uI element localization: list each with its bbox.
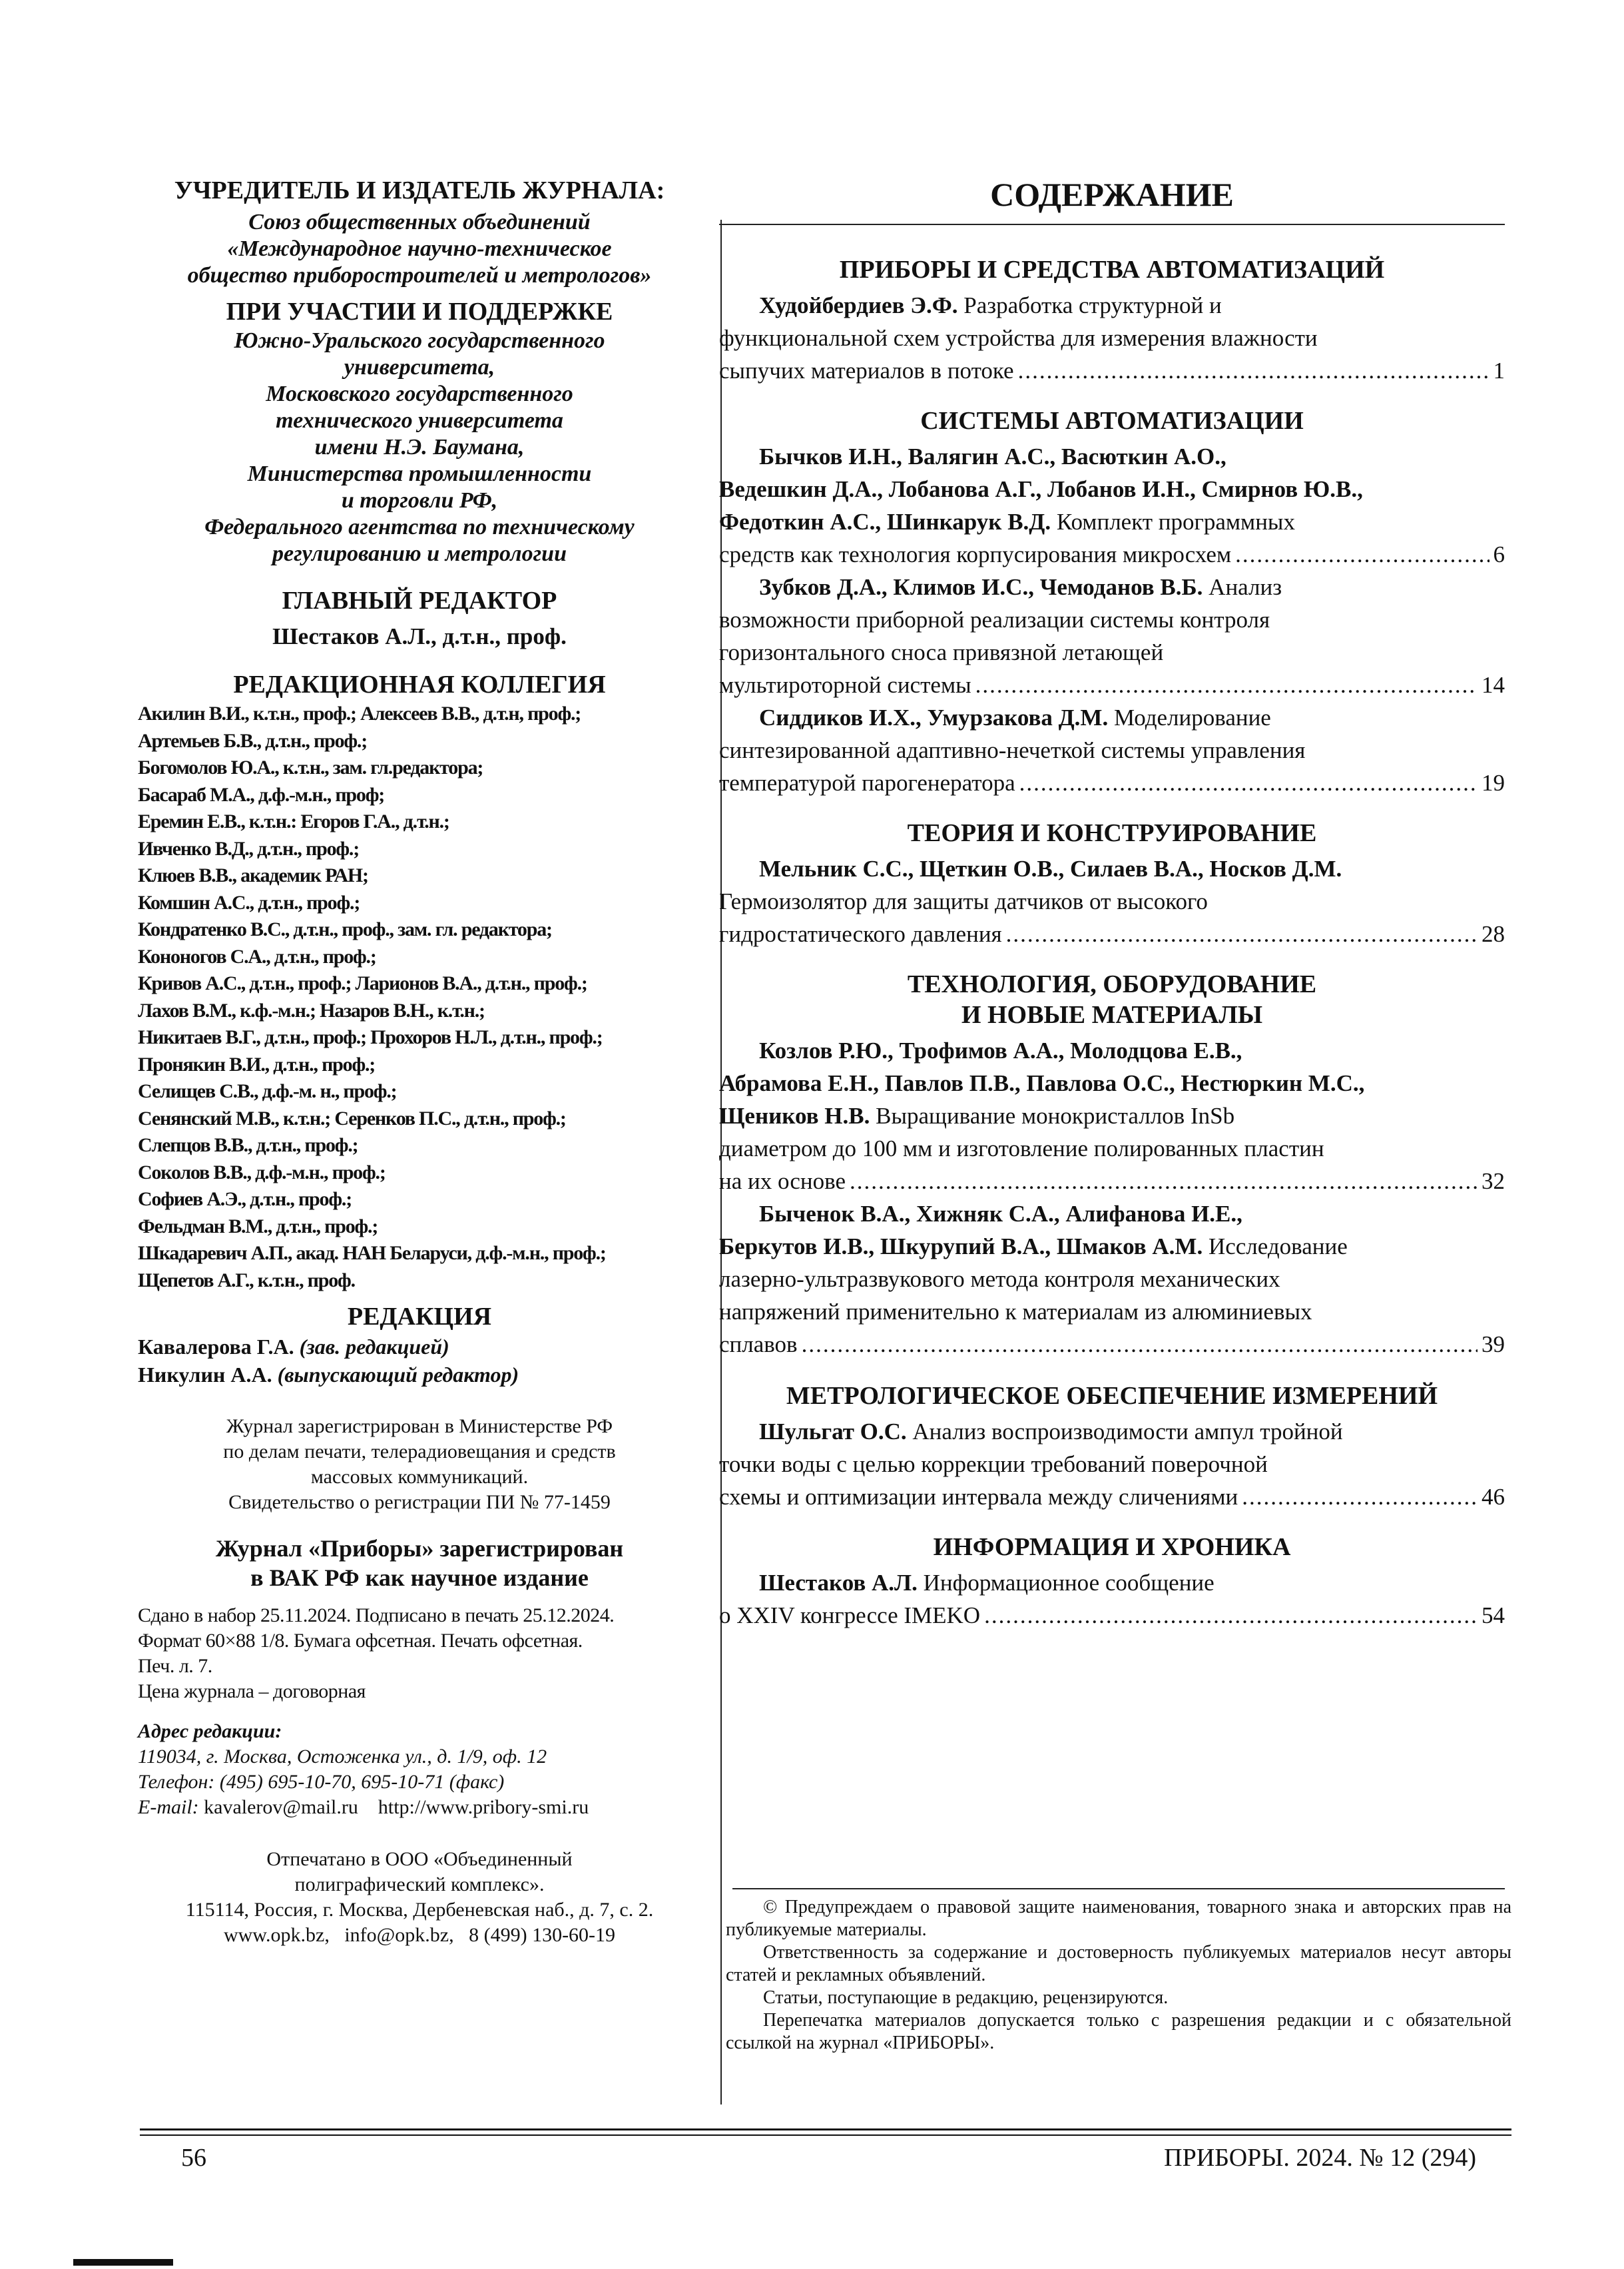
toc-title: СОДЕРЖАНИЕ <box>990 176 1234 213</box>
toc-leader-dots <box>1006 918 1478 950</box>
toc-page-number: 46 <box>1482 1484 1505 1510</box>
toc-authors: Зубков Д.А., Климов И.С., Чемоданов В.Б. <box>759 574 1203 600</box>
toc-section-heading: ТЕОРИЯ И КОНСТРУИРОВАНИЕ <box>907 819 1317 847</box>
toc-section <box>719 1532 1505 1632</box>
toc-entry[interactable] <box>719 1197 1505 1361</box>
registration-line: Журнал зарегистрирован в Министерстве РФ <box>226 1415 613 1437</box>
support-line: и торговли РФ, <box>341 488 498 513</box>
board-member: Еремин Е.В., к.т.н.: Егоров Г.А., д.т.н.; <box>138 810 449 832</box>
redaktsiya-heading: РЕДАКЦИЯ <box>347 1303 492 1331</box>
vak-line: в ВАК РФ как научное издание <box>250 1564 589 1591</box>
toc-section-heading: МЕТРОЛОГИЧЕСКОЕ ОБЕСПЕЧЕНИЕ ИЗМЕРЕНИЙ <box>786 1382 1438 1410</box>
toc-leader-dots <box>1019 767 1478 799</box>
toc-article-title: средств как технология корпусирования микросхем <box>719 541 1232 567</box>
board-member: Фельдман В.М., д.т.н., проф.; <box>138 1215 378 1237</box>
board-member: Слепцов В.В., д.т.н., проф.; <box>138 1134 358 1156</box>
toc-leader-dots <box>1242 1480 1478 1513</box>
board-member: Шкадаревич А.П., акад. НАН Беларуси, д.ф.-м.н., проф.; <box>138 1242 606 1264</box>
chief-editor-heading: ГЛАВНЫЙ РЕДАКТОР <box>282 587 557 615</box>
toc-article-title: сыпучих материалов в потоке <box>719 358 1014 384</box>
toc-authors: Беркутов И.В., Шкурупий В.А., Шмаков А.М. <box>719 1233 1203 1259</box>
support-line: Южно-Уральского государственного <box>234 328 605 353</box>
notice-paragraph: Ответственность за содержание и достоверность публикуемых материалов несут авторы статей и рекламных объявлений. <box>726 1942 1511 1985</box>
printer-line: полиграфический комплекс». <box>294 1873 545 1895</box>
toc-page-number: 28 <box>1482 921 1505 947</box>
board-member: Лахов В.М., к.ф.-м.н.; Назаров В.Н., к.т.н.; <box>138 999 485 1022</box>
toc-page-number: 6 <box>1493 541 1505 567</box>
toc-article-title: схемы и оптимизации интервала между сличениями <box>719 1484 1238 1510</box>
toc-section <box>719 969 1505 1361</box>
board-member: Кондратенко В.С., д.т.н., проф., зам. гл. редактора; <box>138 918 552 940</box>
printer-info <box>130 1847 709 1948</box>
toc-article-title: Анализ <box>1203 574 1282 600</box>
toc-page-number: 14 <box>1482 672 1505 698</box>
board-member: Ивченко В.Д., д.т.н., проф.; <box>138 837 360 860</box>
toc-article-title: температурой парогенератора <box>719 770 1015 796</box>
toc-authors: Шульгат О.С. <box>759 1419 907 1445</box>
footer-rule <box>140 2128 1511 2130</box>
toc-page-number: 1 <box>1493 358 1505 384</box>
printer-line: Отпечатано в ООО «Объединенный <box>266 1848 573 1870</box>
registration-line: по делам печати, телерадиовещания и средств <box>223 1441 616 1462</box>
scan-mark <box>73 2259 173 2266</box>
toc-authors: Козлов Р.Ю., Трофимов А.А., Молодцова Е.В., <box>759 1038 1242 1064</box>
toc-rule <box>719 224 1505 225</box>
toc-section-heading: И НОВЫЕ МАТЕРИАЛЫ <box>961 1001 1263 1029</box>
toc-article-title: синтезированной адаптивно-нечеткой системы управления <box>719 737 1306 763</box>
toc-leader-dots <box>1235 538 1489 571</box>
editorial-address <box>138 1719 709 1820</box>
copyright-notice <box>726 1896 1511 2055</box>
support-line: имени Н.Э. Баумана, <box>314 435 525 460</box>
staff-role: (выпускающий редактор) <box>277 1363 519 1387</box>
founder-line: Союз общественных объединений <box>248 210 591 234</box>
print-line: Формат 60×88 1/8. Бумага офсетная. Печать офсетная. <box>138 1630 583 1652</box>
toc-article-title: гидростатического давления <box>719 921 1002 947</box>
founder-heading: УЧРЕДИТЕЛЬ И ИЗДАТЕЛЬ ЖУРНАЛА: <box>174 176 665 204</box>
toc-page-number: 39 <box>1482 1331 1505 1357</box>
board-member: Басараб М.А., д.ф.-м.н., проф; <box>138 783 385 806</box>
toc-authors: Шестаков А.Л. <box>759 1570 918 1596</box>
table-of-contents <box>719 174 1505 1632</box>
toc-authors: Федоткин А.С., Шинкарук В.Д. <box>719 509 1051 535</box>
board-member: Комшин А.С., д.т.н., проф.; <box>138 891 360 914</box>
page-number: 56 <box>181 2144 206 2172</box>
contact-line <box>138 1795 709 1820</box>
notice-paragraph: Статьи, поступающие в редакцию, рецензируются. <box>763 1987 1169 2008</box>
registration-info <box>130 1414 709 1515</box>
staff-list <box>138 1333 709 1389</box>
board-member: Акилин В.И., к.т.н., проф.; Алексеев В.В., д.т.н, проф.; <box>138 703 581 725</box>
toc-entry[interactable] <box>719 852 1505 950</box>
board-member: Селищев С.В., д.ф.-м. н., проф.; <box>138 1080 397 1102</box>
printer-line: 115114, Россия, г. Москва, Дербеневская наб., д. 7, с. 2. <box>185 1899 654 1921</box>
toc-article-title: Информационное сообщение <box>917 1570 1215 1596</box>
board-member: Клюев В.В., академик РАН; <box>138 864 368 886</box>
toc-entry[interactable] <box>719 1034 1505 1197</box>
support-line: технического университета <box>276 408 563 433</box>
toc-article-title: мультироторной системы <box>719 672 971 698</box>
toc-leader-dots <box>802 1328 1478 1361</box>
toc-article-title: Исследование <box>1203 1233 1348 1259</box>
vak-info <box>130 1534 709 1592</box>
support-line: Министерства промышленности <box>247 462 592 486</box>
toc-section <box>719 254 1505 387</box>
support-heading: ПРИ УЧАСТИИ И ПОДДЕРЖКЕ <box>226 298 613 326</box>
support-line: регулированию и метрологии <box>272 541 567 566</box>
email-link[interactable]: kavalerov@mail.ru <box>204 1796 358 1818</box>
toc-authors: Щеников Н.В. <box>719 1103 870 1129</box>
toc-section <box>719 1381 1505 1513</box>
toc-page-number: 19 <box>1482 770 1505 796</box>
toc-section-heading: ИНФОРМАЦИЯ И ХРОНИКА <box>933 1533 1291 1561</box>
registration-line: массовых коммуникаций. <box>310 1466 529 1488</box>
toc-article-title: Выращивание монокристаллов InSb <box>870 1103 1235 1129</box>
notice-rule <box>732 1888 1505 1889</box>
support-line: Федерального агентства по техническому <box>204 515 635 539</box>
phone-line: Телефон: (495) 695-10-70, 695-10-71 (факс) <box>138 1771 505 1793</box>
board-member: Сенянский М.В., к.т.н.; Серенков П.С., д.т.н., проф.; <box>138 1107 566 1130</box>
toc-page-number: 32 <box>1482 1168 1505 1194</box>
staff-name: Никулин А.А. <box>138 1363 272 1387</box>
editorial-board-list <box>138 701 709 1294</box>
toc-article-title: диаметром до 100 мм и изготовление полированных пластин <box>719 1135 1324 1161</box>
address-line: 119034, г. Москва, Остоженка ул., д. 1/9, оф. 12 <box>138 1746 547 1768</box>
toc-authors: Худойбердиев Э.Ф. <box>759 292 958 318</box>
founder-text <box>130 209 709 289</box>
printer-contacts: www.opk.bz, info@opk.bz, 8 (499) 130-60-19 <box>223 1924 616 1946</box>
board-member: Соколов В.В., д.ф.-м.н., проф.; <box>138 1161 386 1183</box>
toc-article-title: о XXIV конгрессе IMEKO <box>719 1602 981 1628</box>
website-link[interactable]: http://www.pribory-smi.ru <box>378 1796 589 1818</box>
toc-leader-dots <box>975 669 1478 701</box>
support-line: университета, <box>344 355 495 380</box>
toc-section <box>719 818 1505 950</box>
toc-section-heading: СИСТЕМЫ АВТОМАТИЗАЦИИ <box>920 407 1304 435</box>
toc-leader-dots <box>984 1599 1478 1632</box>
toc-leader-dots <box>850 1165 1478 1197</box>
support-line: Московского государственного <box>266 382 573 406</box>
board-member: Кривов А.С., д.т.н., проф.; Ларионов В.А., д.т.н., проф.; <box>138 972 587 994</box>
staff-row <box>138 1361 709 1389</box>
email-label: E-mail: <box>138 1796 199 1818</box>
board-member: Богомолов Ю.А., к.т.н., зам. гл.редактора; <box>138 757 483 779</box>
toc-entry[interactable] <box>719 440 1505 571</box>
toc-section <box>719 406 1505 799</box>
toc-article-title: сплавов <box>719 1331 798 1357</box>
print-line: Сдано в набор 25.11.2024. Подписано в печать 25.12.2024. <box>138 1604 615 1626</box>
toc-entry[interactable] <box>719 289 1505 387</box>
founder-line: общество приборостроителей и метрологов» <box>187 263 652 288</box>
toc-authors: Ведешкин Д.А., Лобанова А.Г., Лобанов И.Н., Смирнов Ю.В., <box>719 476 1363 502</box>
editorial-board-heading: РЕДАКЦИОННАЯ КОЛЛЕГИЯ <box>233 671 606 699</box>
notice-paragraph: © Предупреждаем о правовой защите наименования, товарного знака и авторских прав на публикуемые материалы. <box>726 1897 1511 1940</box>
board-member: Артемьев Б.В., д.т.н., проф.; <box>138 729 368 752</box>
toc-article-title: Анализ воспроизводимости ампул тройной <box>906 1419 1343 1445</box>
chief-editor-name: Шестаков А.Л., д.т.н., проф. <box>272 623 567 649</box>
toc-entry[interactable] <box>719 701 1505 799</box>
toc-authors: Мельник С.С., Щеткин О.В., Силаев В.А., Носков Д.М. <box>759 856 1342 882</box>
toc-article-title: Моделирование <box>1108 705 1271 731</box>
toc-article-title: напряжений применительно к материалам из алюминиевых <box>719 1299 1312 1325</box>
footer-rule-thin <box>140 2134 1511 2136</box>
toc-article-title: функциональной схем устройства для измерения влажности <box>719 325 1318 351</box>
toc-authors: Быченок В.А., Хижняк С.А., Алифанова И.Е., <box>759 1201 1242 1227</box>
board-member: Кононогов С.А., д.т.н., проф.; <box>138 945 376 968</box>
toc-entry[interactable] <box>719 571 1505 701</box>
toc-authors: Абрамова Е.Н., Павлов П.В., Павлова О.С., Нестюркин М.С., <box>719 1070 1365 1096</box>
staff-name: Кавалерова Г.А. <box>138 1335 294 1359</box>
toc-leader-dots <box>1018 354 1489 387</box>
board-member: Пронякин В.И., д.т.н., проф.; <box>138 1053 376 1076</box>
board-member: Щепетов А.Г., к.т.н., проф. <box>138 1269 355 1291</box>
toc-article-title: лазерно-ультразвукового метода контроля механических <box>719 1266 1280 1292</box>
staff-role: (зав. редакцией) <box>299 1335 449 1359</box>
vak-line: Журнал «Приборы» зарегистрирован <box>215 1535 624 1562</box>
toc-section-heading: ПРИБОРЫ И СРЕДСТВА АВТОМАТИЗАЦИЙ <box>839 256 1385 284</box>
toc-article-title: Разработка структурной и <box>957 292 1222 318</box>
support-text <box>130 328 709 567</box>
print-line: Цена журнала – договорная <box>138 1680 366 1702</box>
staff-row <box>138 1333 709 1361</box>
board-member: Никитаев В.Г., д.т.н., проф.; Прохоров Н.Л., д.т.н., проф.; <box>138 1026 603 1048</box>
toc-article-title: Гермоизолятор для защиты датчиков от высокого <box>719 888 1208 914</box>
toc-section-heading: ТЕХНОЛОГИЯ, ОБОРУДОВАНИЕ <box>907 970 1317 998</box>
toc-article-title: Комплект программных <box>1051 509 1295 535</box>
toc-article-title: на их основе <box>719 1168 846 1194</box>
toc-entry[interactable] <box>719 1566 1505 1632</box>
notice-paragraph: Перепечатка материалов допускается только с разрешения редакции и с обязательной ссылкой на журнал «ПРИБОРЫ». <box>726 2010 1511 2053</box>
founder-line: «Международное научно-техническое <box>227 236 612 261</box>
print-info <box>138 1603 709 1704</box>
toc-authors: Сиддиков И.Х., Умурзакова Д.М. <box>759 705 1109 731</box>
masthead-column <box>130 174 709 1948</box>
address-heading: Адрес редакции: <box>138 1720 282 1742</box>
journal-reference: ПРИБОРЫ. 2024. № 12 (294) <box>1164 2144 1476 2172</box>
toc-authors: Бычков И.Н., Валягин А.С., Васюткин А.О., <box>759 444 1226 470</box>
registration-line: Свидетельство о регистрации ПИ № 77-1459 <box>228 1491 611 1513</box>
toc-page-number: 54 <box>1482 1602 1505 1628</box>
toc-sections <box>719 254 1505 1632</box>
toc-article-title: точки воды с целью коррекции требований поверочной <box>719 1451 1268 1477</box>
board-member: Софиев А.Э., д.т.н., проф.; <box>138 1188 352 1210</box>
toc-article-title: возможности приборной реализации системы контроля <box>719 607 1270 633</box>
toc-article-title: горизонтального сноса привязной летающей <box>719 639 1164 665</box>
print-line: Печ. л. 7. <box>138 1655 212 1677</box>
toc-entry[interactable] <box>719 1415 1505 1513</box>
